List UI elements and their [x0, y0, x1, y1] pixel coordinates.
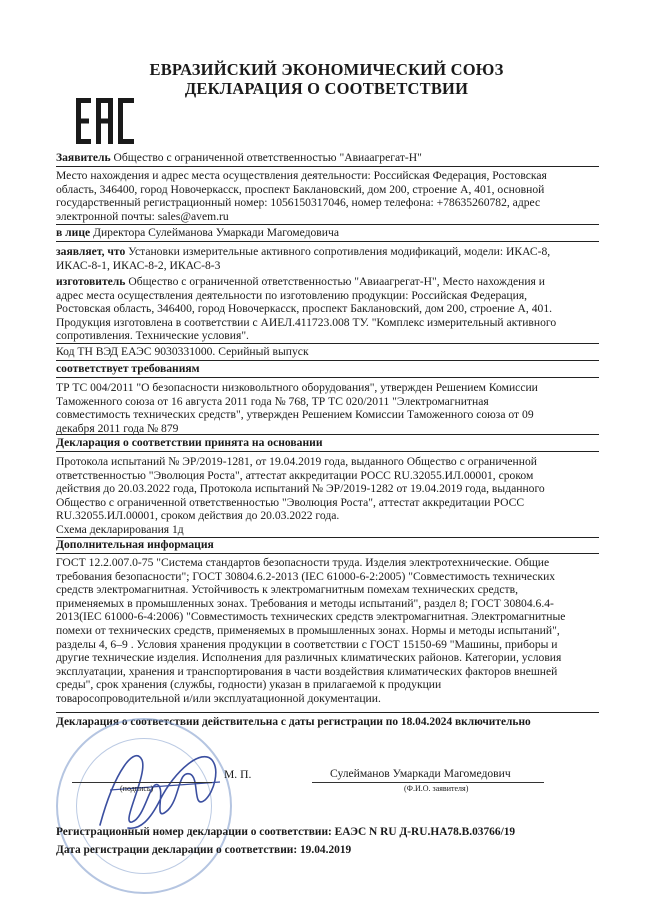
divider: [56, 451, 599, 452]
additional-line: другие технические изделия. Исполнения для различных климатических районов. Категории, условия: [56, 651, 562, 665]
registration-date: Дата регистрации декларации о соответствии: 19.04.2019: [56, 844, 352, 856]
divider: [56, 343, 599, 344]
additional-line: товаросопроводительной и/или эксплуатационной документации.: [56, 691, 381, 705]
divider: [56, 241, 599, 242]
basis-line: Схема декларирования 1д: [56, 522, 184, 536]
declares-line: Установки измерительные активного сопротивления модификаций, модели: ИКАС-8,: [125, 245, 551, 258]
additional-block: [56, 556, 599, 706]
additional-line: 2013(IEC 61000-6-4:2006) "Совместимость технических средств электромагнитная. Электромагнитные: [56, 610, 566, 624]
basis-line: действия до 20.03.2022 года, Протокола испытаний № ЭР/2019-1282 от 19.04.2019 года, выданного: [56, 482, 545, 496]
additional-line: разделы 4, 6–9 . Условия хранения продукции в соответствии с ГОСТ 15150-69 "Машины, приборы и: [56, 637, 558, 651]
basis-line: Общество с ограниченной ответственностью "Эволюция Роста", аттестат аккредитации РОСС: [56, 495, 525, 509]
requirements-line: декабря 2011 года № 879: [56, 421, 179, 435]
basis-label: Декларация о соответствии принята на основании: [56, 436, 323, 449]
requirements-line: Таможенного союза от 16 августа 2011 года № 768, ТР ТС 020/2011 "Электромагнитная: [56, 394, 489, 408]
declares-block: [56, 245, 599, 272]
registration-number: Регистрационный номер декларации о соответствии: ЕАЭС N RU Д-RU.НА78.В.03766/19: [56, 826, 516, 838]
divider: [56, 712, 599, 713]
address-line: электронной почты: sales@avem.ru: [56, 209, 229, 223]
manufacturer-line: сопротивления. Технические условия".: [56, 329, 249, 343]
requirements-line: совместимость технических средств", утвержден Решением Комиссии Таможенного союза от 09: [56, 408, 534, 422]
representative-line: [56, 226, 599, 240]
address-line: государственный регистрационный номер: 1056150317046, номер телефона: +78635260782, адрес: [56, 196, 541, 210]
applicant-address: [56, 169, 599, 223]
divider: [56, 360, 599, 361]
basis-line: Протокола испытаний № ЭР/2019-1281, от 19.04.2019 года, выданного Общество с ограниченной: [56, 455, 537, 468]
basis-line: RU.32055.ИЛ.00001, сроком действия до 20.03.2022 года.: [56, 509, 340, 523]
address-line: Место нахождения и адрес места осуществления деятельности: Российская Федерация, Ростовская: [56, 169, 547, 182]
eac-mark-icon: [76, 98, 136, 144]
header-document-title: ДЕКЛАРАЦИЯ О СООТВЕТСТВИИ: [184, 79, 469, 98]
additional-line: среды", срок хранения (службы, годности) указан в прилагаемой к продукции: [56, 678, 442, 692]
header-union-title: ЕВРАЗИЙСКИЙ ЭКОНОМИЧЕСКИЙ СОЮЗ: [149, 60, 504, 79]
signature-line: [72, 782, 212, 783]
manufacturer-line: Ростовская область, 346400, город Новочеркасск, проспект Баклановский, дом 200, строение А, 401.: [56, 302, 553, 316]
signature-caption: (подпись): [120, 784, 154, 793]
divider: [56, 434, 599, 435]
basis-line: ответственностью "Эволюция Роста", аттестат аккредитации РОСС RU.32055.ИЛ.00001, сроком: [56, 468, 534, 482]
requirements-label: соответствует требованиям: [56, 362, 200, 375]
additional-line: ГОСТ 12.2.007.0-75 "Система стандартов безопасности труда. Изделия электротехнические. Общие: [56, 556, 550, 569]
manufacturer-line: Продукция изготовлена в соответствии с АИЕЛ.411723.008 ТУ. "Комплекс измерительный активного: [56, 315, 557, 329]
representative-value: Директора Сулейманова Умаркади Магомедовича: [90, 226, 339, 239]
name-caption: (Ф.И.О. заявителя): [404, 784, 469, 793]
declares-line: ИКАС-8-1, ИКАС-8-2, ИКАС-8-3: [56, 258, 221, 272]
manufacturer-block: [56, 275, 599, 343]
additional-line: применяемых в промышленных зонах. Требования и методы испытаний", раздел 8; ГОСТ 30804.6.4-: [56, 596, 554, 610]
address-line: область, 346400, город Новочеркасск, проспект Баклановский, дом 200, строение А, 401, основной: [56, 182, 545, 196]
signer-name: Сулейманов Умаркади Магомедович: [330, 767, 511, 780]
customs-code: Код ТН ВЭД ЕАЭС 9030331000. Серийный выпуск: [56, 345, 309, 358]
manufacturer-line: адрес места осуществления деятельности по изготовлению продукции: Российская Федерация,: [56, 288, 528, 302]
requirements-block: [56, 381, 599, 435]
representative-label: в лице: [56, 226, 91, 239]
requirements-line: ТР ТС 004/2011 "О безопасности низковольтного оборудования", утвержден Решением Комиссии: [56, 381, 538, 394]
additional-line: помехи от технических средств, применяемых в промышленных зонах. Нормы и методы испытаний",: [56, 623, 560, 637]
name-line: [312, 782, 544, 783]
applicant-label: Заявитель: [56, 151, 111, 164]
manufacturer-label: изготовитель: [56, 275, 126, 288]
basis-block: [56, 455, 599, 537]
divider: [56, 553, 599, 554]
divider: [56, 166, 599, 167]
applicant-line: [56, 151, 599, 165]
divider: [56, 377, 599, 378]
stamp-place-label: М. П.: [224, 768, 252, 781]
manufacturer-line: Общество с ограниченной ответственностью "Авиаагрегат-Н", Место нахождения и: [125, 275, 545, 288]
additional-line: средств электромагнитная. Устойчивость к электромагнитным помехам технических средств,: [56, 583, 518, 597]
divider: [56, 224, 599, 225]
validity-statement: Декларация о соответствии действительна с даты регистрации по 18.04.2024 включительно: [56, 716, 531, 728]
additional-line: требования безопасности"; ГОСТ 30804.6.2-2013 (IEC 61000-6-2:2005) "Совместимость технических: [56, 569, 556, 583]
applicant-value: Общество с ограниченной ответственностью "Авиаагрегат-Н": [110, 151, 422, 164]
additional-label: Дополнительная информация: [56, 538, 214, 551]
additional-line: эксплуатации, хранения и транспортирования в части воздействия климатических факторов внешней: [56, 664, 558, 678]
declares-label: заявляет, что: [56, 245, 126, 258]
